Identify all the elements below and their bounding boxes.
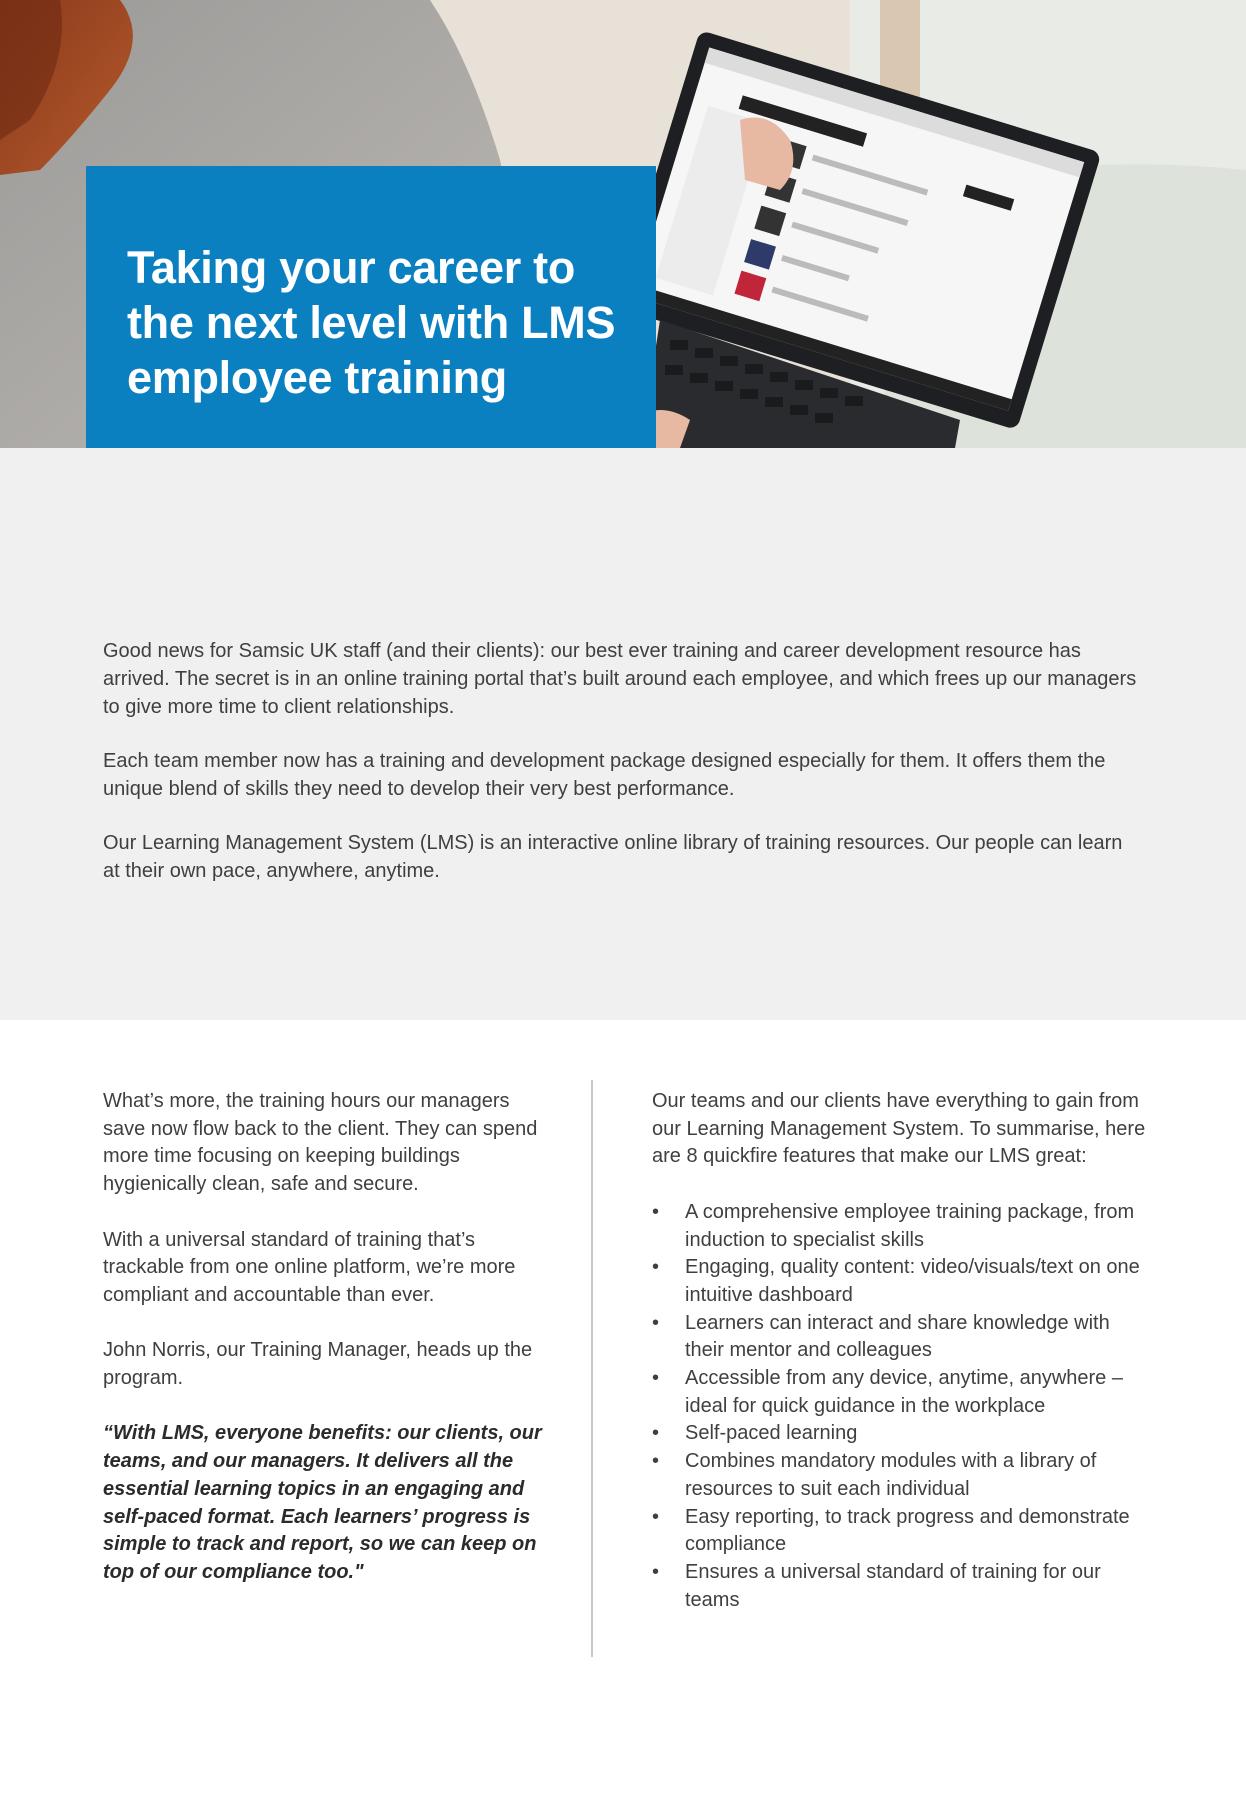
features-list [652,1199,1152,1615]
body-paragraph: John Norris, our Training Manager, heads up the program. [103,1339,533,1389]
intro-section [103,637,1143,911]
feature-text: Engaging, quality content: video/visuals/text on one intuitive dashboard [685,1256,1140,1306]
feature-text: Learners can interact and share knowledge with their mentor and colleagues [685,1311,1110,1362]
features-intro: Our teams and our clients have everything to gain from our Learning Management System. To summarise, here are 8 quickfire features that make our LMS great: [652,1090,1146,1168]
bullet-icon: • [652,1450,660,1473]
title-box [86,166,656,487]
feature-text: Easy reporting, to track progress and demonstrate compliance [685,1505,1130,1556]
feature-item [652,1254,1152,1309]
intro-paragraph: Good news for Samsic UK staff (and their clients): our best ever training and career development resource has arrived. The secret is in an online training portal that’s built around each employee, and which frees up our managers to give more time to client relationships. [103,640,1137,718]
feature-text: Accessible from any device, anytime, anywhere – ideal for quick guidance in the workplace [685,1367,1123,1417]
feature-item [652,1365,1152,1420]
bullet-icon: • [652,1256,660,1279]
bullet-icon: • [652,1367,660,1390]
feature-item [652,1420,1152,1448]
body-paragraph: What’s more, the training hours our managers save now flow back to the client. They can spend more time focusing on keeping buildings hygienically clean, safe and secure. [103,1090,538,1196]
feature-item [652,1448,1152,1503]
left-column [103,1088,553,1614]
feature-item [652,1504,1152,1559]
bullet-icon: • [652,1422,660,1445]
page-title: Taking your career to the next level with LMS employee training [127,242,616,403]
feature-text: Ensures a universal standard of training for our teams [685,1560,1101,1611]
body-paragraph: With a universal standard of training that’s trackable from one online platform, we’re more compliant and accountable than ever. [103,1228,516,1306]
bullet-icon: • [652,1505,660,1528]
intro-paragraph: Our Learning Management System (LMS) is an interactive online library of training resources. Our people can learn at their own pace, anywhere, anytime. [103,832,1123,882]
bullet-icon: • [652,1311,660,1334]
bullet-icon: • [652,1560,660,1583]
manager-quote: “With LMS, everyone benefits: our clients, our teams, and our managers. It delivers all the essential learning topics in an engaging and self-paced format. Each learners’ progress is simple to track and report, so we can keep on top of our compliance too." [103,1422,542,1583]
feature-text: Combines mandatory modules with a library of resources to suit each individual [685,1450,1097,1500]
right-column [652,1088,1152,1614]
feature-item [652,1559,1152,1614]
feature-text: Self-paced learning [685,1422,858,1445]
bullet-icon: • [652,1200,660,1223]
column-divider [591,1080,593,1657]
intro-paragraph: Each team member now has a training and development package designed especially for them. It offers them the unique blend of skills they need to develop their very best performance. [103,750,1106,800]
feature-item [652,1199,1152,1254]
feature-text: A comprehensive employee training package, from induction to specialist skills [685,1200,1135,1251]
feature-item [652,1310,1152,1365]
